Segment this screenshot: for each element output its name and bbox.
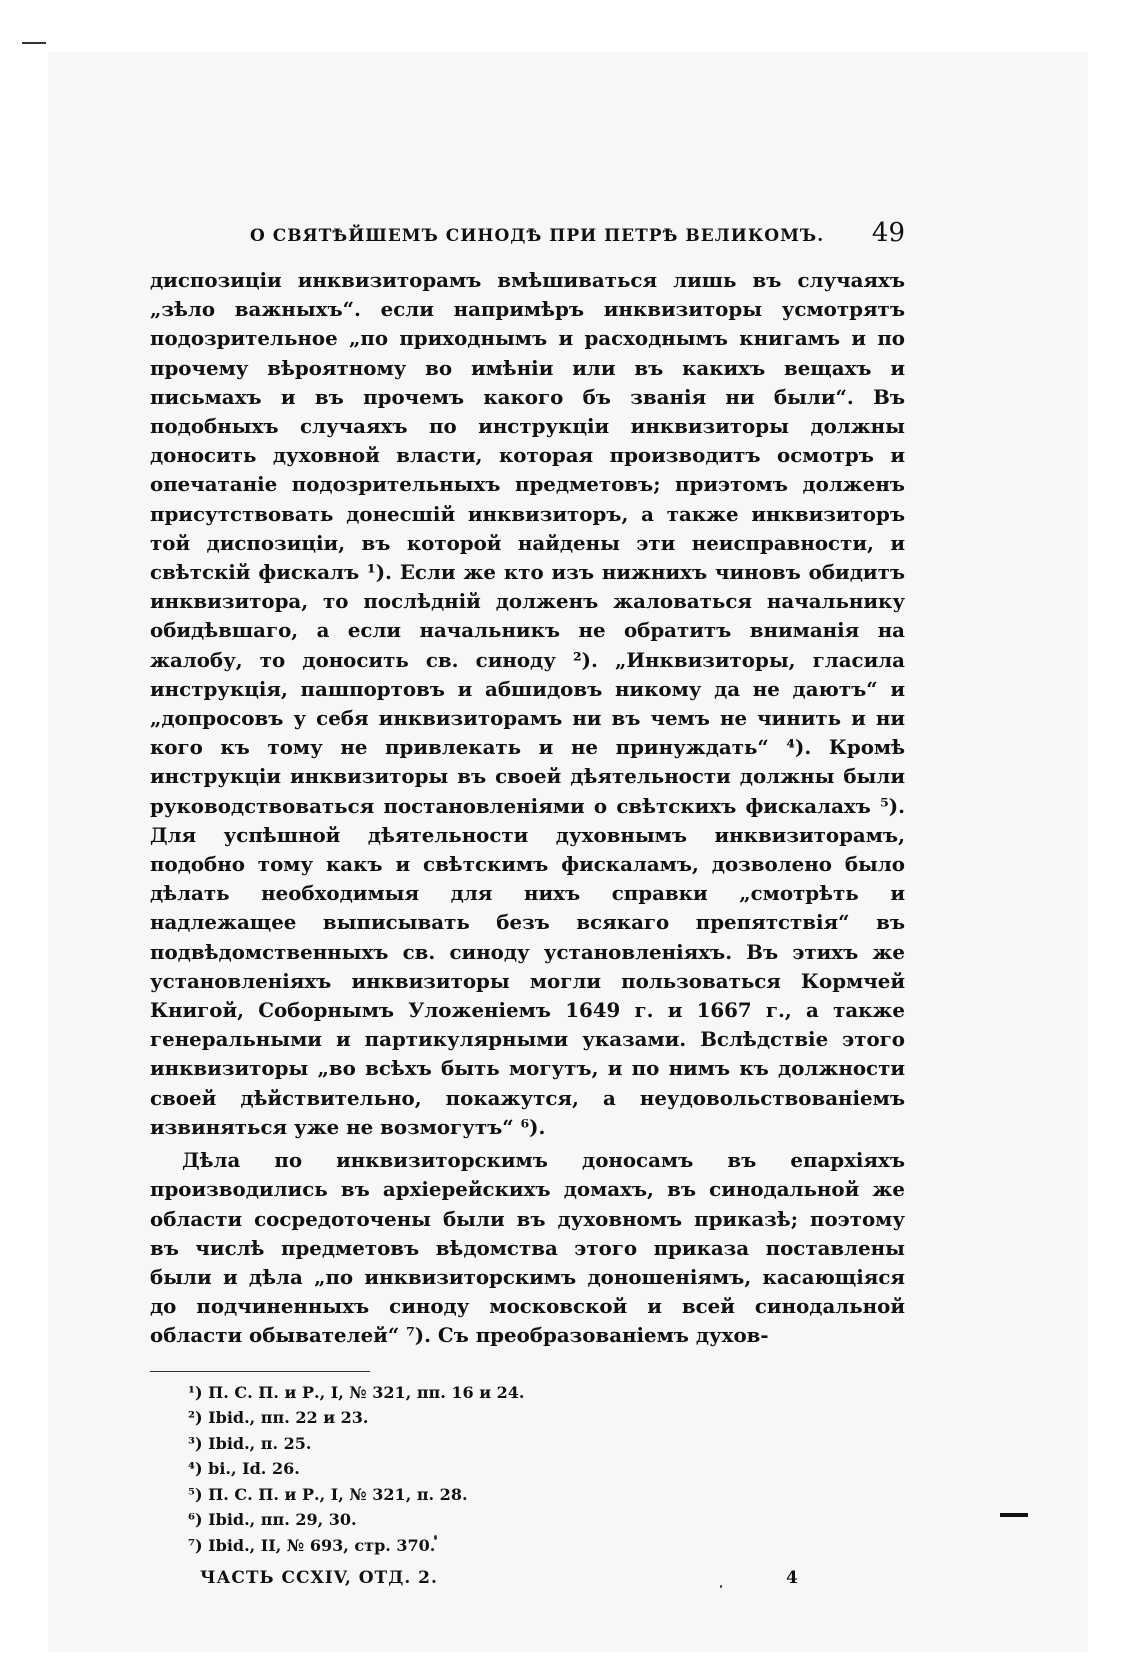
body-paragraph: Дѣла по инквизиторскимъ доносамъ въ епархіяхъ производились въ архіерейскихъ домахъ, въ синодальной же области сосредоточены были въ духовномъ приказѣ; поэтому въ числѣ предметовъ вѣдомства этого приказа поставлены были и дѣла „по инквизиторскимъ доношеніямъ, касающіяся до подчиненныхъ синоду московской и всей синодальной области обывателей“ ⁷). Съ преобразованіемъ духов- <box>150 1148 905 1348</box>
footnote: ²) Ibid., пп. 22 и 23. <box>188 1408 369 1428</box>
volume-signature: ЧАСТЬ CCXIV, ОТД. 2. <box>200 1568 438 1589</box>
sheet-number: 4 <box>786 1568 798 1589</box>
footnote: ³) Ibid., п. 25. <box>188 1433 312 1453</box>
footnote: ⁷) Ibid., II, № 693, стр. 370. <box>188 1535 436 1555</box>
running-head <box>150 218 905 252</box>
body-paragraph: диспозиціи инквизиторамъ вмѣшиваться лишь въ случаяхъ „зѣло важныхъ“. если напримѣръ инквизиторы усмотрятъ подозрительное „по приходнымъ и расходнымъ книгамъ и по прочему вѣроятному во имѣніи или въ какихъ вещахъ и письмахъ и въ прочемъ какого бъ званія ни были“. Въ подобныхъ случаяхъ по инструкціи инквизиторы должны доносить духовной власти, которая производитъ осмотръ и опечатаніе подозрительныхъ предметовъ; приэтомъ долженъ присутствовать донесшій инквизиторъ, а также инквизиторъ той диспозиціи, въ которой найдены эти неисправности, и свѣтскій фискалъ ¹). Если же кто изъ нижнихъ чиновъ обидитъ инквизитора, то послѣдній долженъ жаловаться начальнику обидѣвшаго, а если начальникъ не обратитъ вниманія на жалобу, то доносить св. синоду ²). „Инквизиторы, гласила инструкція, пашпортовъ и абшидовъ никому да не даютъ“ и „допросовъ у себя инквизиторамъ ни въ чемъ не чинить и ни кого къ тому не привлекать и не принуждать“ ⁴). Кромѣ инструкціи инквизиторы въ своей дѣятельности должны были руководствоваться постановленіями о свѣтскихъ фискалахъ ⁵). Для успѣшной дѣятельности духовнымъ инквизиторамъ, подобно тому какъ и свѣтскимъ фискаламъ, дозволено было дѣлать необходимыя для нихъ справки „смотрѣть и надлежащее выписывать безъ всякаго препятствія“ въ подвѣдомственныхъ св. синоду установленіяхъ. Въ этихъ же установленіяхъ инквизиторы могли пользоваться Кормчей Книгой, Соборнымъ Уложеніемъ 1649 г. и 1667 г., а также генеральными и партикулярными указами. Вслѣдствіе этого инквизиторы „во всѣхъ быть могутъ, и по нимъ къ должности своей дѣйствительно, покажутся, а неудовольствованіемъ извиняться уже не возмогутъ“ ⁶). <box>150 268 905 1139</box>
footnote: ¹) П. С. П. и Р., I, № 321, пп. 16 и 24. <box>188 1382 525 1402</box>
signature-line <box>150 1564 905 1600</box>
footnote-divider <box>150 1371 370 1372</box>
page-number: 49 <box>871 218 905 248</box>
footnote: ⁵) П. С. П. и Р., I, № 321, п. 28. <box>188 1484 468 1504</box>
scan-edge-mark <box>1000 1513 1028 1517</box>
footnote: ⁴) bi., Id. 26. <box>188 1459 300 1479</box>
scan-edge-mark <box>22 42 46 44</box>
book-page <box>150 218 905 1600</box>
running-title: О СВЯТѢЙШЕМЪ СИНОДѢ ПРИ ПЕТРѢ ВЕЛИКОМЪ. <box>250 226 825 246</box>
footnotes <box>188 1380 905 1559</box>
footnote: ⁶) Ibid., пп. 29, 30. <box>188 1510 357 1530</box>
